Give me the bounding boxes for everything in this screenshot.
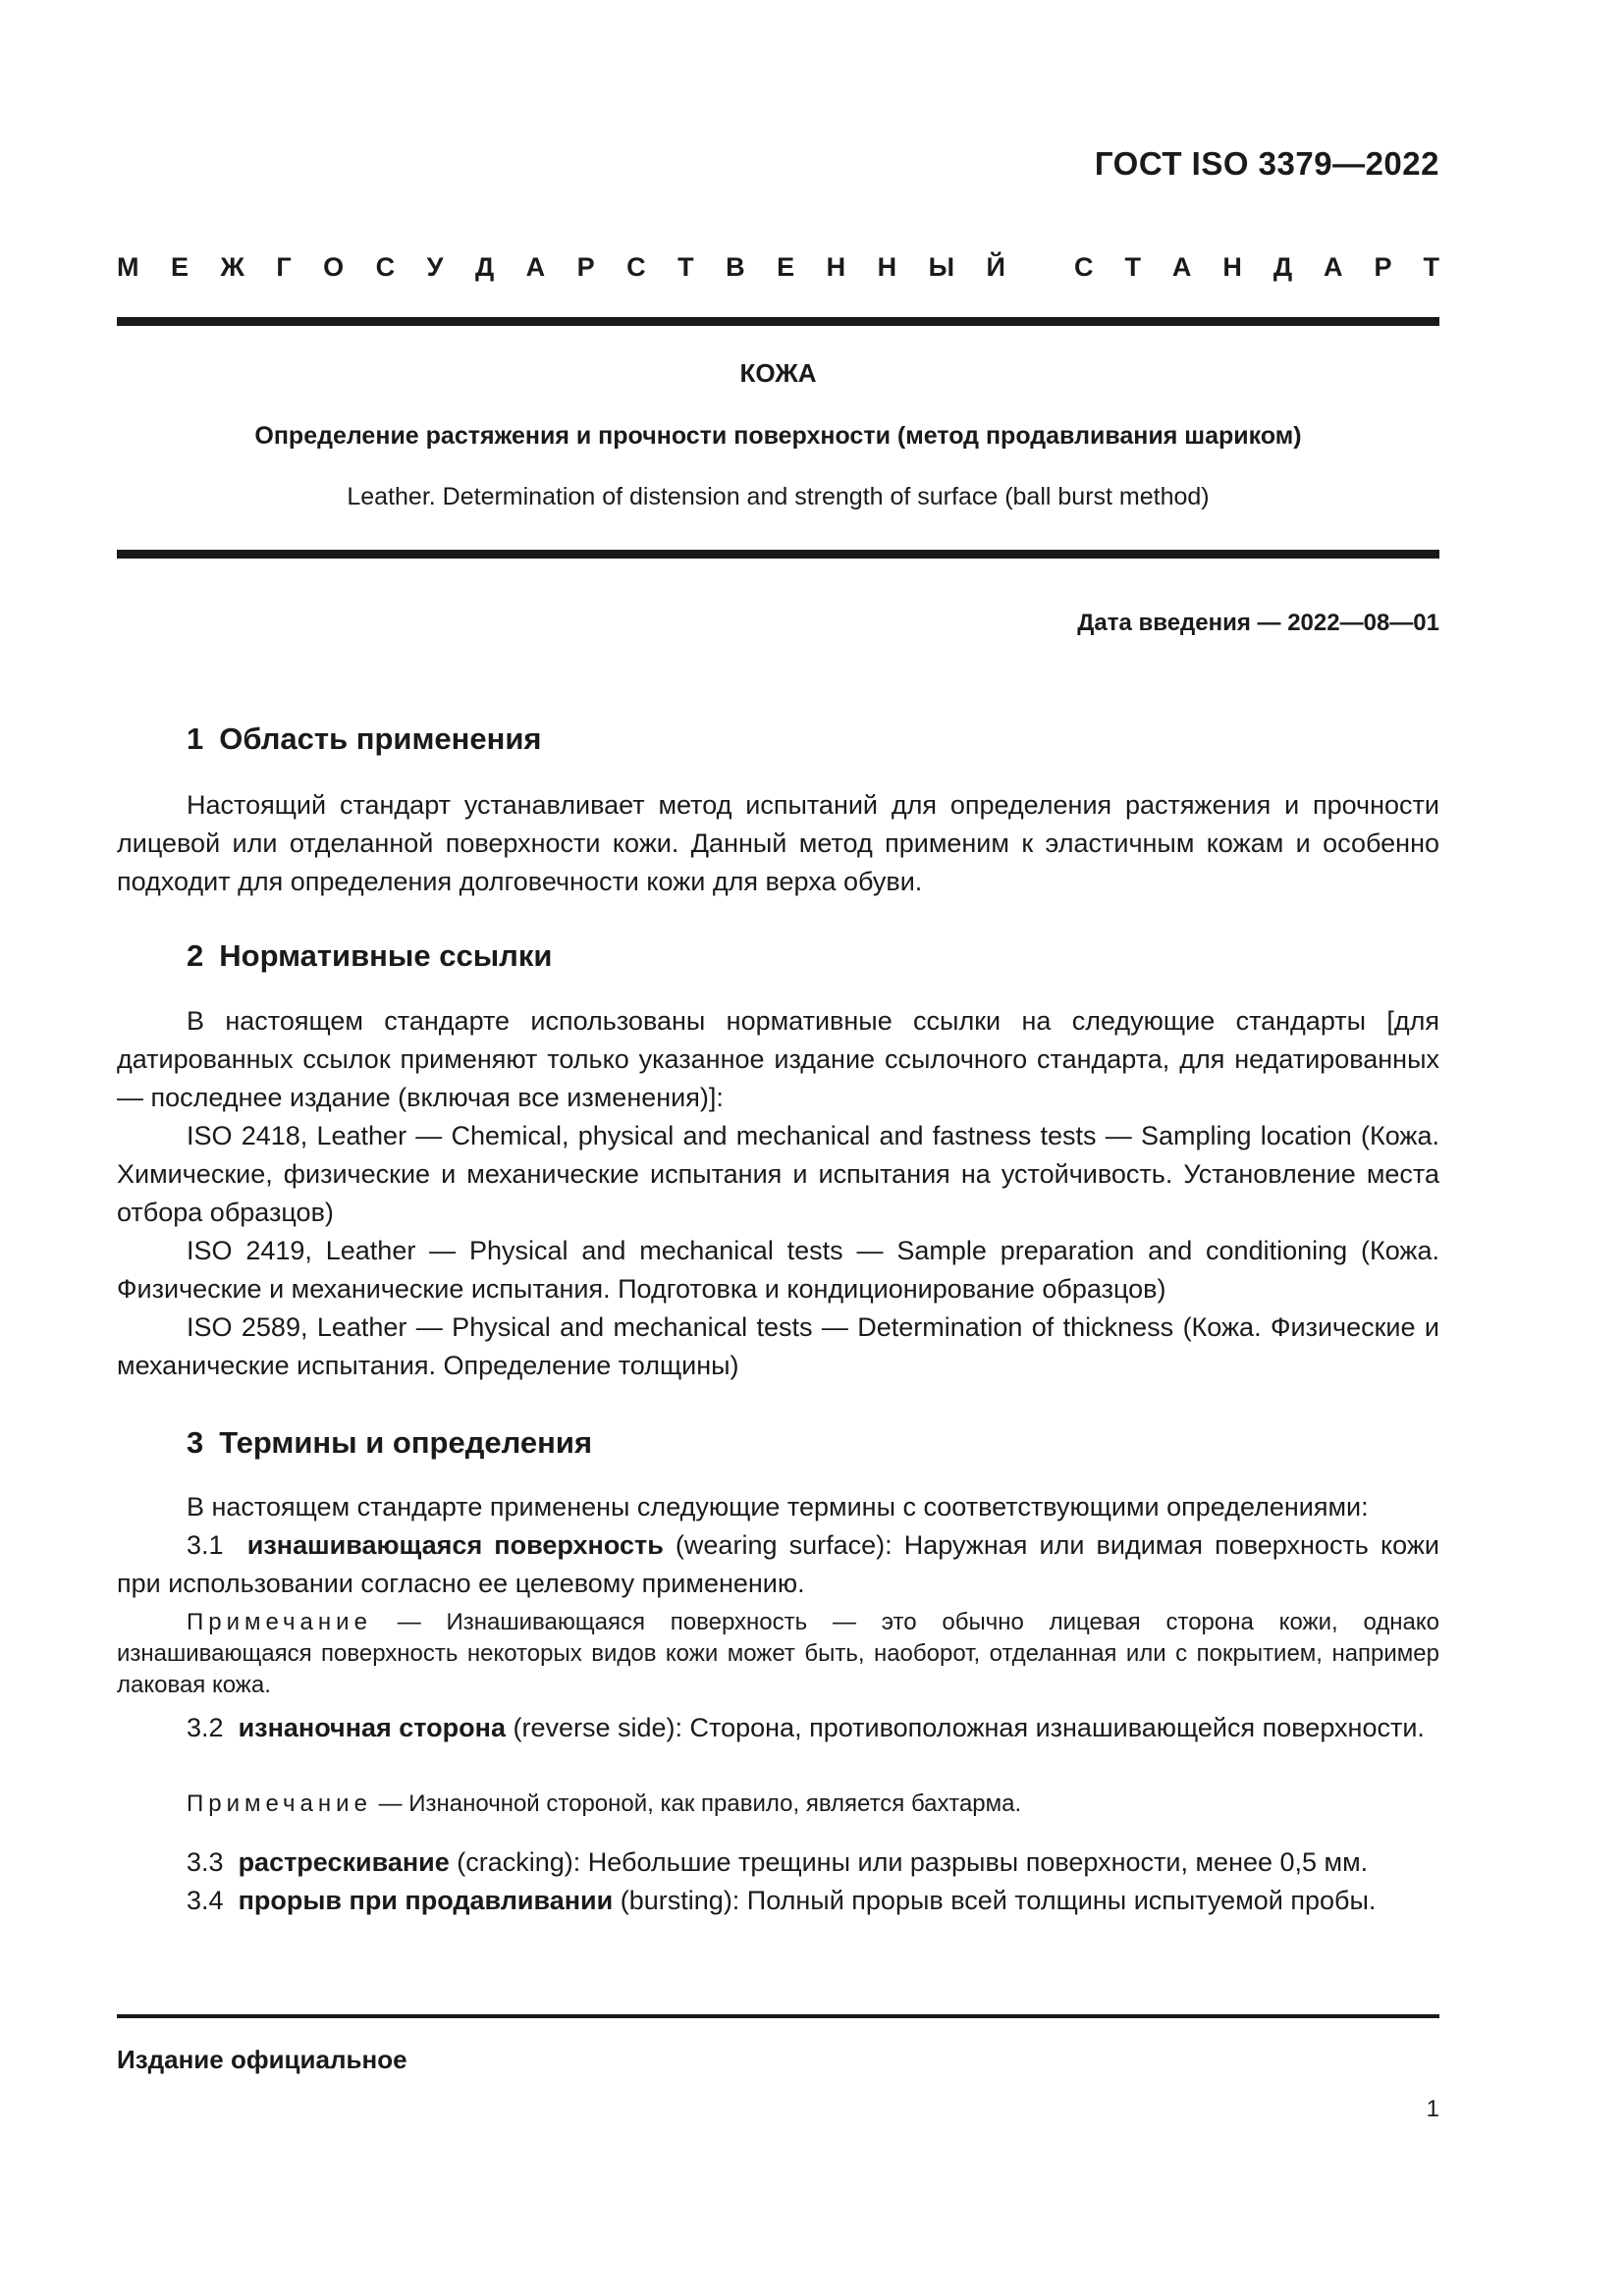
note-label: Примечание (187, 1609, 372, 1635)
note-text: — Изнаночной стороной, как правило, является бахтарма. (371, 1790, 1022, 1817)
standard-word (1074, 252, 1439, 283)
term-number: 3.4 (187, 1886, 224, 1915)
page-number: 1 (1426, 2096, 1439, 2122)
term-name: изнашивающаяся поверхность (246, 1530, 664, 1560)
letter: Д (474, 252, 495, 282)
letter: Т (1124, 252, 1141, 282)
section-number: 3 (187, 1425, 204, 1460)
term-definition (117, 1526, 1439, 1603)
letter: Д (1272, 252, 1293, 282)
letter: О (323, 252, 345, 282)
title-divider (117, 550, 1439, 559)
note (117, 1789, 1439, 1820)
letter: М (117, 252, 139, 282)
term-definition (117, 1882, 1439, 1920)
letter: Р (1374, 252, 1392, 282)
section-title: Область применения (219, 721, 542, 756)
term-text: (bursting): Полный прорыв всей толщины испытуемой пробы. (613, 1886, 1377, 1915)
letter: Н (1222, 252, 1242, 282)
letter: Т (677, 252, 694, 282)
footer-divider (117, 2014, 1439, 2018)
term-number: 3.3 (187, 1847, 224, 1877)
paragraph: В настоящем стандарте применены следующие термины с соответствующими определениями: (187, 1492, 1369, 1522)
letter: А (525, 252, 546, 282)
document-subtitle: Определение растяжения и прочности поверхности (метод продавливания шариком) (254, 422, 1302, 450)
letter: Н (877, 252, 897, 282)
letter: В (726, 252, 745, 282)
letter: Е (777, 252, 795, 282)
interstate-word (117, 252, 1005, 283)
letter: А (1324, 252, 1343, 282)
reference-item: ISO 2419, Leather — Physical and mechanical tests — Sample preparation and conditioning (Кожа. Физические и механические испытания. Подготовка и кондиционирование образцов) (117, 1236, 1439, 1304)
note (117, 1607, 1439, 1701)
section-title: Термины и определения (219, 1425, 593, 1460)
section-number: 2 (187, 938, 204, 973)
paragraph: В настоящем стандарте использованы нормативные ссылки на следующие стандарты [для датированных ссылок применяют только указанное издание ссылочного стандарта, для недатированных — последнее издание (включая все изменения)]: (117, 1006, 1439, 1112)
letter: Т (1423, 252, 1439, 282)
term-text: (reverse side): Сторона, противоположная изнашивающейся поверхности. (505, 1713, 1425, 1742)
section-number: 1 (187, 721, 204, 756)
english-title: Leather. Determination of distension and strength of surface (ball burst method) (347, 483, 1210, 510)
document-title: КОЖА (739, 358, 817, 388)
letter: Г (276, 252, 292, 282)
term-definition (117, 1709, 1439, 1747)
introduction-date: Дата введения — 2022—08—01 (1077, 610, 1439, 636)
term-name: растрескивание (238, 1847, 450, 1877)
official-edition-label: Издание официальное (117, 2045, 407, 2074)
term-name: изнаночная сторона (238, 1713, 506, 1742)
interstate-standard-heading (117, 252, 1439, 283)
section-heading (187, 721, 542, 757)
section-heading (187, 938, 552, 974)
note-label: Примечание (187, 1790, 372, 1817)
term-text: (wearing surface): Наружная или видимая поверхность кожи при использовании согласно ее целевому применению. (117, 1530, 1439, 1598)
term-number: 3.2 (187, 1713, 224, 1742)
section-heading (187, 1425, 592, 1461)
letter: С (1074, 252, 1094, 282)
term-number: 3.1 (187, 1530, 224, 1560)
reference-item: ISO 2589, Leather — Physical and mechanical tests — Determination of thickness (Кожа. Физические и механические испытания. Определение толщины) (117, 1312, 1439, 1380)
document-code: ГОСТ ISO 3379—2022 (1094, 145, 1439, 182)
term-name: прорыв при продавливании (238, 1886, 614, 1915)
letter: Е (170, 252, 189, 282)
letter: Й (986, 252, 1005, 282)
paragraph: Настоящий стандарт устанавливает метод испытаний для определения растяжения и прочности лицевой или отделанной поверхности кожи. Данный метод применим к эластичным кожам и особенно подходит для определения долговечности кожи для верха обуви. (117, 790, 1439, 896)
letter: У (426, 252, 444, 282)
letter: Р (576, 252, 595, 282)
letter: С (626, 252, 646, 282)
term-text: (cracking): Небольшие трещины или разрывы поверхности, менее 0,5 мм. (449, 1847, 1369, 1877)
letter: Ы (928, 252, 955, 282)
section-title: Нормативные ссылки (219, 938, 553, 973)
letter: Н (826, 252, 846, 282)
letter: С (375, 252, 396, 282)
note-text: — Изнашивающаяся поверхность — это обычно лицевая сторона кожи, однако изнашивающаяся поверхность некоторых видов кожи может быть, наоборот, отделанная или с покрытием, например лаковая кожа. (117, 1609, 1439, 1698)
letter: Ж (220, 252, 244, 282)
term-definition (117, 1843, 1439, 1882)
reference-item: ISO 2418, Leather — Chemical, physical and mechanical and fastness tests — Sampling location (Кожа. Химические, физические и механические испытания и испытания на устойчивость. Установление места отбора образцов) (117, 1121, 1439, 1227)
top-divider (117, 317, 1439, 326)
letter: А (1171, 252, 1192, 282)
